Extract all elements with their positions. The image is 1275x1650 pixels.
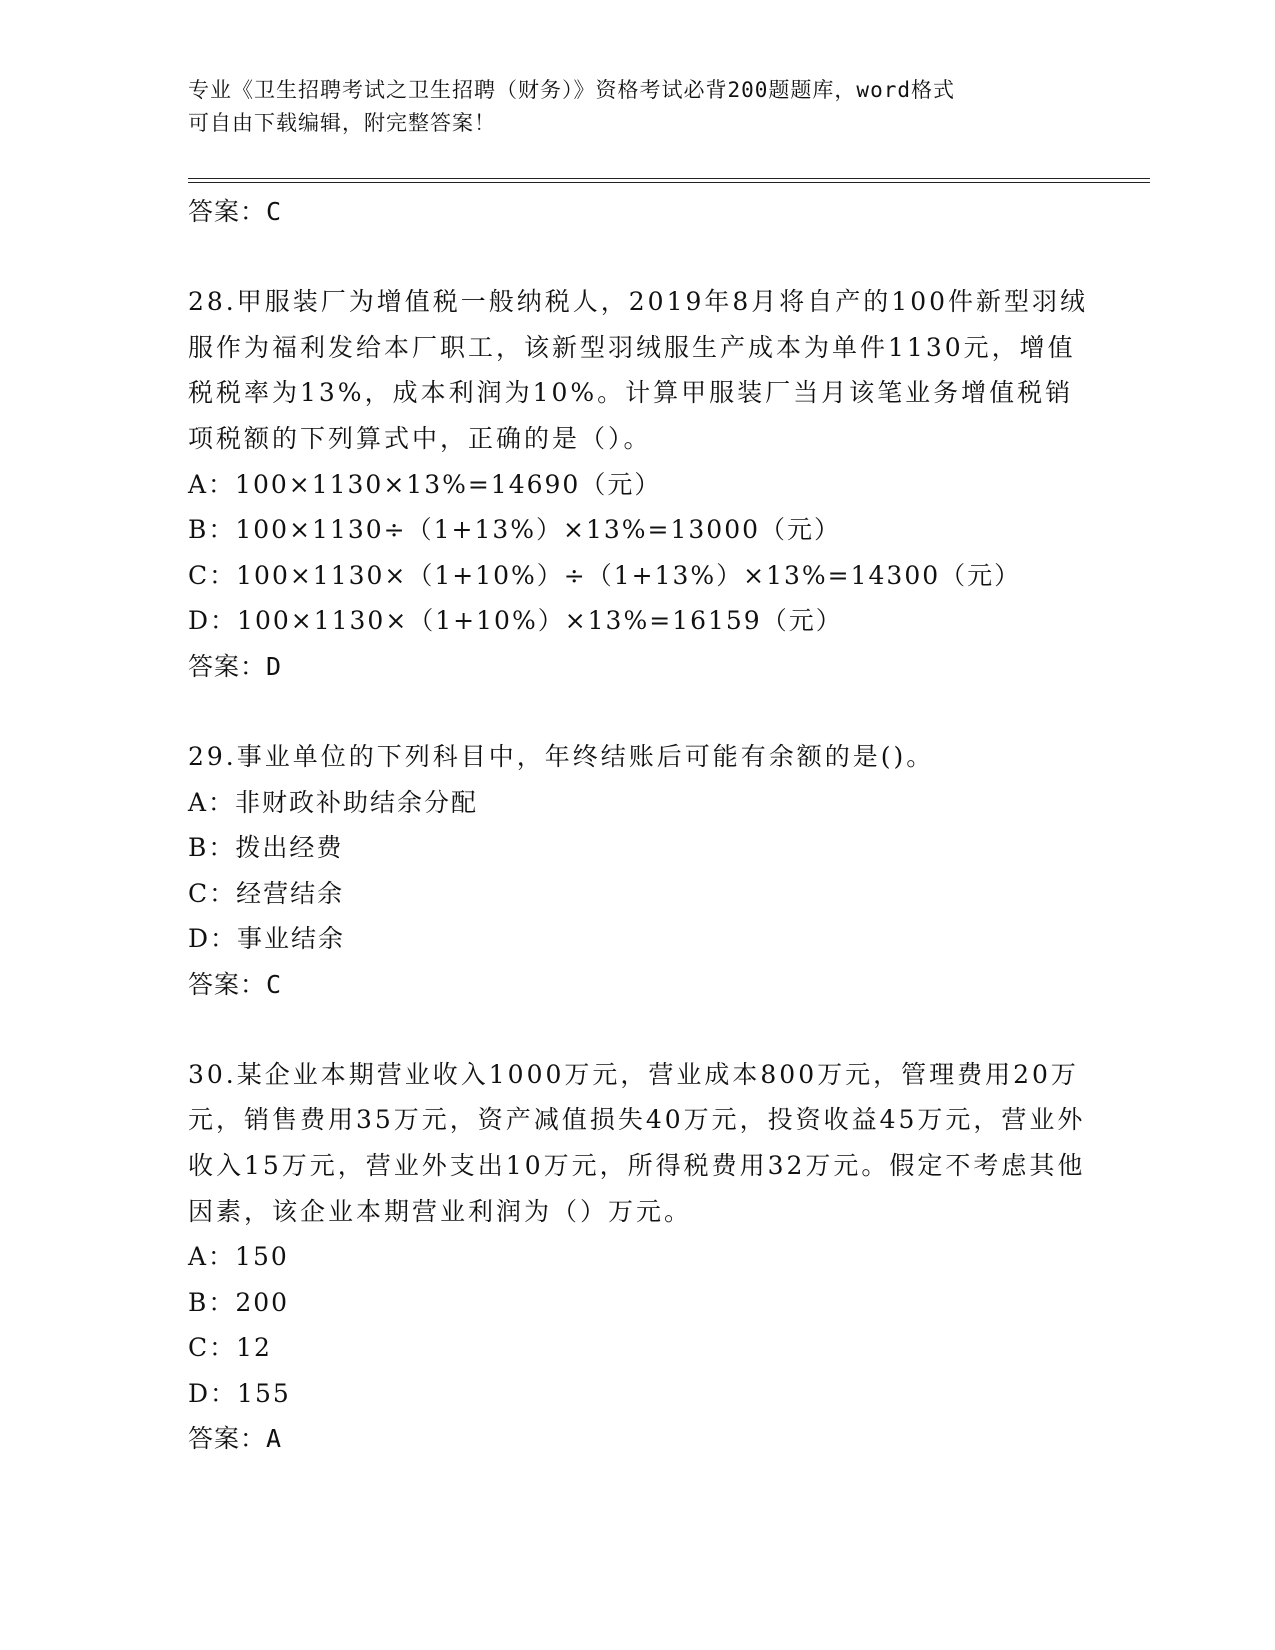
- question-29: [188, 734, 1088, 1007]
- option-c: C：经营结余: [188, 878, 345, 908]
- question-stem: 28.甲服装厂为增值税一般纳税人，2019年8月将自产的100件新型羽绒服作为福利发给本厂职工，该新型羽绒服生产成本为单件1130元，增值税税率为13%，成本利润为10%。计算甲服装厂当月该笔业务增值税销项税额的下列算式中，正确的是（）。: [188, 287, 1089, 454]
- option-d: D：155: [188, 1378, 291, 1408]
- header-divider-top: [188, 178, 1150, 179]
- header-line-2: 可自由下载编辑，附完整答案！: [188, 111, 496, 135]
- answer-line: 答案：D: [188, 651, 283, 681]
- option-b: B：拨出经费: [188, 833, 344, 863]
- option-a: A：非财政补助结余分配: [188, 787, 479, 817]
- document-header: [188, 74, 1088, 140]
- option-c: C：12: [188, 1333, 272, 1363]
- answer-line: 答案：C: [188, 197, 283, 226]
- question-stem: 30.某企业本期营业收入1000万元，营业成本800万元，管理费用20万元，销售费用35万元，资产减值损失40万元，投资收益45万元，营业外收入15万元，营业外支出10万元，所得税费用32万元。假定不考虑其他因素，该企业本期营业利润为（）万元。: [188, 1059, 1086, 1226]
- question-28: [188, 279, 1088, 689]
- option-d: D：100×1130×（1+10%）×13%=16159（元）: [188, 606, 843, 636]
- option-d: D：事业结余: [188, 924, 346, 954]
- option-a: A：150: [188, 1242, 289, 1272]
- question-stem: 29.事业单位的下列科目中，年终结账后可能有余额的是()。: [188, 741, 935, 771]
- option-b: B：200: [188, 1287, 290, 1317]
- question-30: [188, 1052, 1088, 1462]
- question-list: [188, 189, 1088, 1461]
- header-divider-bottom: [188, 182, 1150, 183]
- answer-line: 答案：A: [188, 1424, 283, 1454]
- option-a: A：100×1130×13%=14690（元）: [188, 469, 662, 499]
- header-line-1: 专业《卫生招聘考试之卫生招聘（财务）》资格考试必背200题题库，word格式: [188, 78, 955, 102]
- option-b: B：100×1130÷（1+13%）×13%=13000（元）: [188, 515, 842, 545]
- answer-line: 答案：C: [188, 969, 283, 999]
- option-c: C：100×1130×（1+10%）÷（1+13%）×13%=14300（元）: [188, 560, 1022, 590]
